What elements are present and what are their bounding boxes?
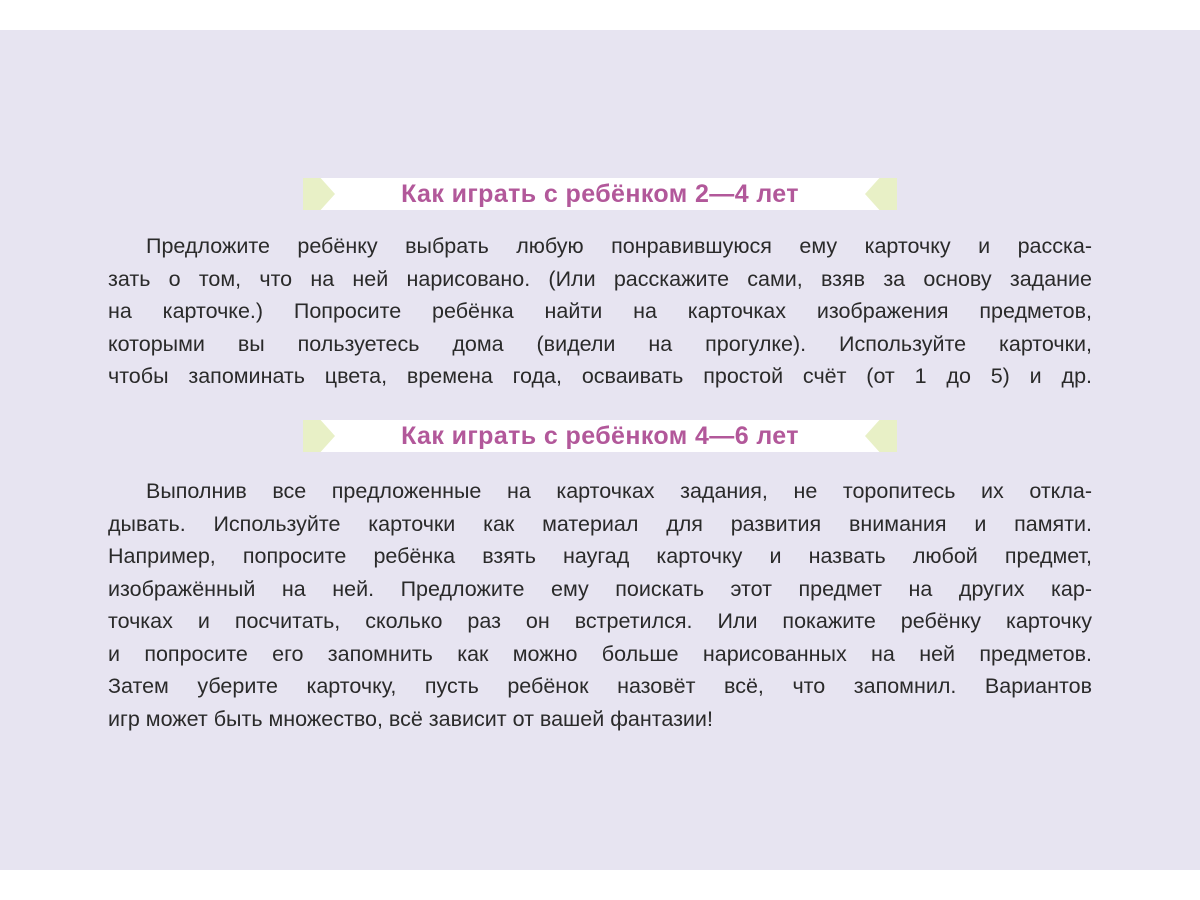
paragraph-line: Предложите ребёнку выбрать любую понравившуюся ему карточку и расска- (146, 234, 1092, 258)
section-heading-2-4: Как играть с ребёнком 2—4 лет (401, 180, 799, 208)
paragraph-line: дывать. Используйте карточки как материал для развития внимания и памяти. (108, 511, 1092, 536)
paragraph-2-4 (108, 230, 1092, 393)
paragraph-line: чтобы запоминать цвета, времена года, осваивать простой счёт (от 1 до 5) и др. (108, 364, 1092, 388)
paragraph-4-6 (108, 475, 1092, 735)
paragraph-line: которыми вы пользуетесь дома (видели на прогулке). Используйте карточки, (108, 331, 1092, 356)
paragraph-line: на карточке.) Попросите ребёнка найти на карточках изображения предметов, (108, 299, 1092, 323)
paragraph-line: зать о том, что на ней нарисовано. (Или расскажите сами, взяв за основу задание (108, 266, 1092, 291)
section-heading-banner-2-4 (303, 178, 897, 210)
paragraph-line: и попросите его запомнить как можно больше нарисованных на ней предметов. (108, 641, 1092, 666)
paragraph-line: изображённый на ней. Предложите ему поискать этот предмет на других кар- (108, 576, 1092, 601)
page-background (0, 30, 1200, 870)
paragraph-line: Например, попросите ребёнка взять наугад карточку и назвать любой предмет, (108, 544, 1092, 568)
paragraph-line: Выполнив все предложенные на карточках задания, не торопитесь их откла- (146, 479, 1092, 503)
section-heading-4-6: Как играть с ребёнком 4—6 лет (401, 422, 799, 450)
section-heading-banner-4-6 (303, 420, 897, 452)
paragraph-line: игр может быть множество, всё зависит от вашей фантазии! (108, 706, 713, 731)
paragraph-line: Затем уберите карточку, пусть ребёнок назовёт всё, что запомнил. Вариантов (108, 674, 1092, 698)
paragraph-line: точках и посчитать, сколько раз он встретился. Или покажите ребёнку карточку (108, 609, 1092, 633)
